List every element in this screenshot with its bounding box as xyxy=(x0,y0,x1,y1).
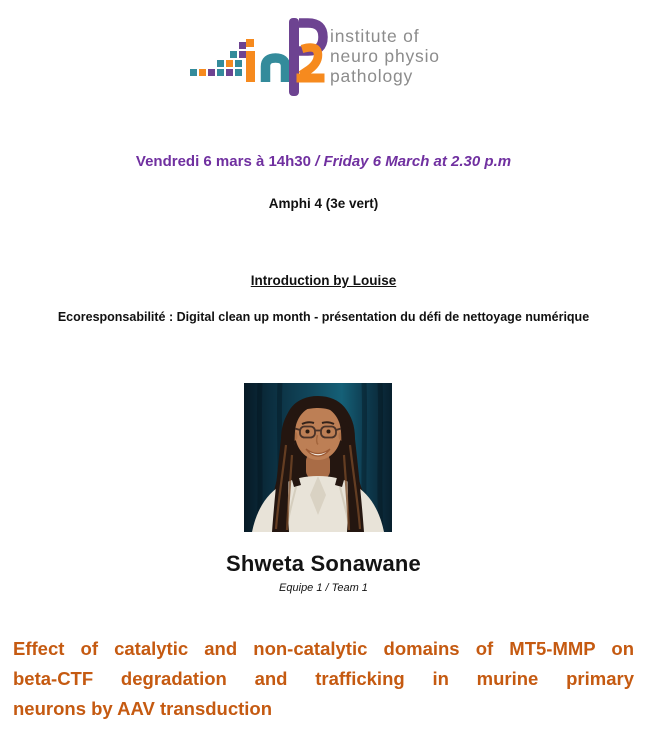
logo-letter-i xyxy=(246,39,255,82)
talk-title-line3: neurons by AAV transduction xyxy=(13,698,273,719)
introduction-text: Introduction by Louise xyxy=(250,273,397,288)
talk-title xyxy=(13,634,634,724)
inp-logo xyxy=(190,13,458,102)
event-date-french: Vendredi 6 mars à 14h30 xyxy=(135,153,316,170)
speaker-team: Equipe 1 / Team 1 xyxy=(279,582,368,594)
eye-right xyxy=(327,430,331,434)
event-location: Amphi 4 (3e vert) xyxy=(268,196,379,211)
face xyxy=(295,406,341,460)
logo-letter-n xyxy=(265,58,285,82)
eye-left xyxy=(306,430,310,434)
talk-title-line1: Effect of catalytic and non-catalytic domains of MT5-MMP on xyxy=(13,638,634,659)
inp-logo-image xyxy=(190,13,458,97)
introduction-line xyxy=(0,272,647,290)
logo-text-line2: neuro physio xyxy=(329,46,440,66)
logo-text-line1: institute of xyxy=(329,26,419,46)
event-date-line xyxy=(0,152,647,172)
talk-title-line2: beta-CTF degradation and trafficking in murine primary xyxy=(13,668,634,689)
speaker-name: Shweta Sonawane xyxy=(226,551,421,576)
speaker-photo xyxy=(244,383,392,532)
logo-pixel-staircase xyxy=(190,42,246,76)
event-date-english: / Friday 6 March at 2.30 p.m xyxy=(315,153,512,170)
logo-text-line3: pathology xyxy=(329,66,413,86)
eco-note: Ecoresponsabilité : Digital clean up month - présentation du défi de nettoyage numérique xyxy=(57,310,590,324)
